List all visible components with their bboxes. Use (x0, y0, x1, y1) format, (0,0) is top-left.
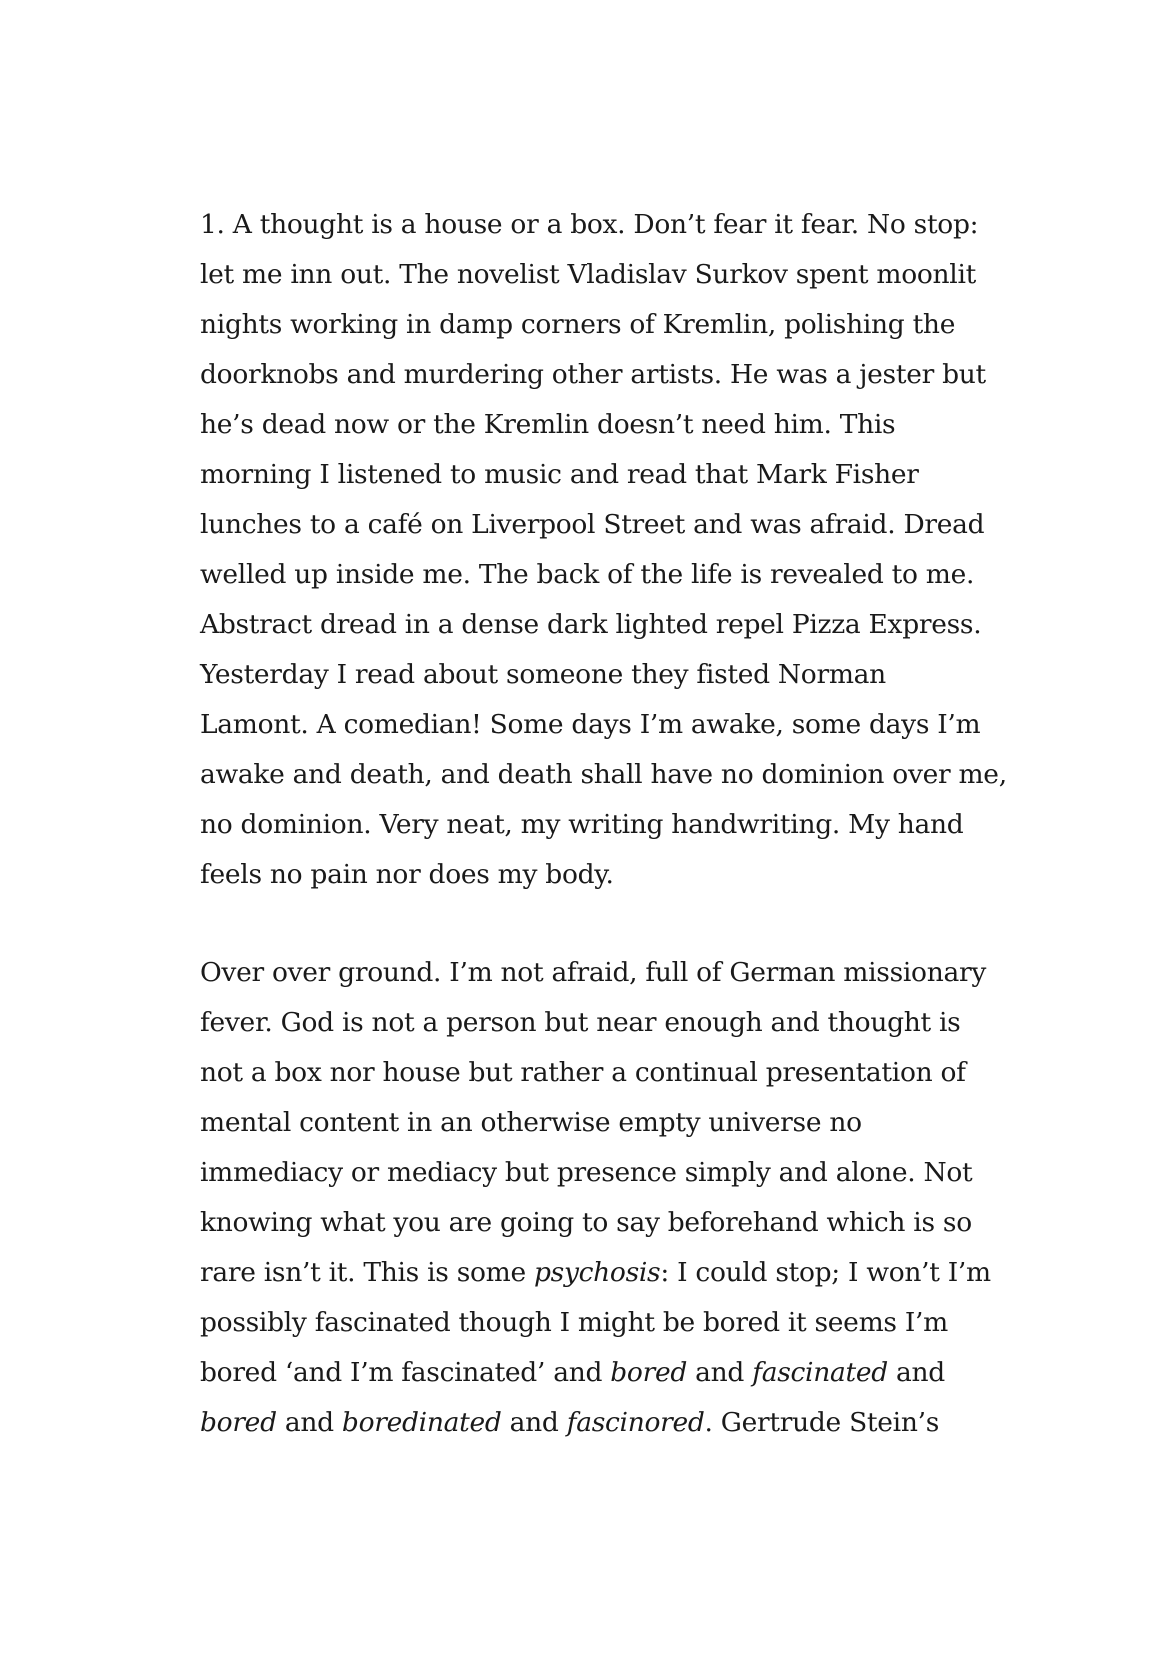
text-line: welled up inside me. The back of the life is revealed to me. (200, 559, 975, 590)
paragraph-2 (200, 948, 991, 1448)
text-segment: and (276, 1407, 342, 1438)
text-line: no dominion. Very neat, my writing handwriting. My hand (200, 809, 964, 840)
text-line: not a box nor house but rather a continual presentation of (200, 1057, 966, 1088)
text-line: immediacy or mediacy but presence simply and alone. Not (200, 1157, 973, 1188)
text-line: possibly fascinated though I might be bored it seems I’m (200, 1307, 948, 1338)
text-line: Yesterday I read about someone they fisted Norman (200, 659, 886, 690)
text-segment: rare isn’t it. This is some (200, 1257, 534, 1288)
paragraph-1 (200, 200, 1007, 900)
italic-text: bored (200, 1407, 277, 1438)
italic-text: boredinated (341, 1407, 502, 1438)
italic-text: fascinated (752, 1357, 888, 1388)
text-line: doorknobs and murdering other artists. He was a jester but (200, 359, 986, 390)
text-line: Abstract dread in a dense dark lighted repel Pizza Express. (200, 609, 982, 640)
text-line: let me inn out. The novelist Vladislav Surkov spent moonlit (200, 259, 976, 290)
text-line: lunches to a café on Liverpool Street and was afraid. Dread (200, 509, 985, 540)
text-line: feels no pain nor does my body. (200, 859, 614, 890)
text-line (200, 1248, 991, 1298)
text-line: he’s dead now or the Kremlin doesn’t need him. This (200, 409, 896, 440)
italic-text: psychosis (533, 1257, 661, 1288)
text-line (200, 1398, 980, 1448)
italic-text: fascinored (566, 1407, 705, 1438)
text-line: knowing what you are going to say beforehand which is so (200, 1207, 972, 1238)
text-segment: : I could stop; I won’t I’m (660, 1257, 991, 1288)
text-line: fever. God is not a person but near enough and thought is (200, 1007, 961, 1038)
text-segment: . Gertrude Stein’s (704, 1407, 940, 1438)
text-line: awake and death, and death shall have no dominion over me, (200, 759, 1007, 790)
text-line: Over over ground. I’m not afraid, full of German missionary (200, 957, 987, 988)
text-segment: and (501, 1407, 567, 1438)
text-segment: and (687, 1357, 753, 1388)
text-segment: bored ‘and I’m fascinated’ and (200, 1357, 611, 1388)
text-line: mental content in an otherwise empty universe no (200, 1107, 862, 1138)
italic-text: bored (610, 1357, 687, 1388)
text-line: 1. A thought is a house or a box. Don’t fear it fear. No stop: (200, 209, 979, 240)
text-line: nights working in damp corners of Kremlin, polishing the (200, 309, 956, 340)
text-line (200, 1348, 980, 1398)
text-line: Lamont. A comedian! Some days I’m awake, some days I’m (200, 709, 981, 740)
text-segment: and (887, 1357, 945, 1388)
text-line: morning I listened to music and read that Mark Fisher (200, 459, 919, 490)
